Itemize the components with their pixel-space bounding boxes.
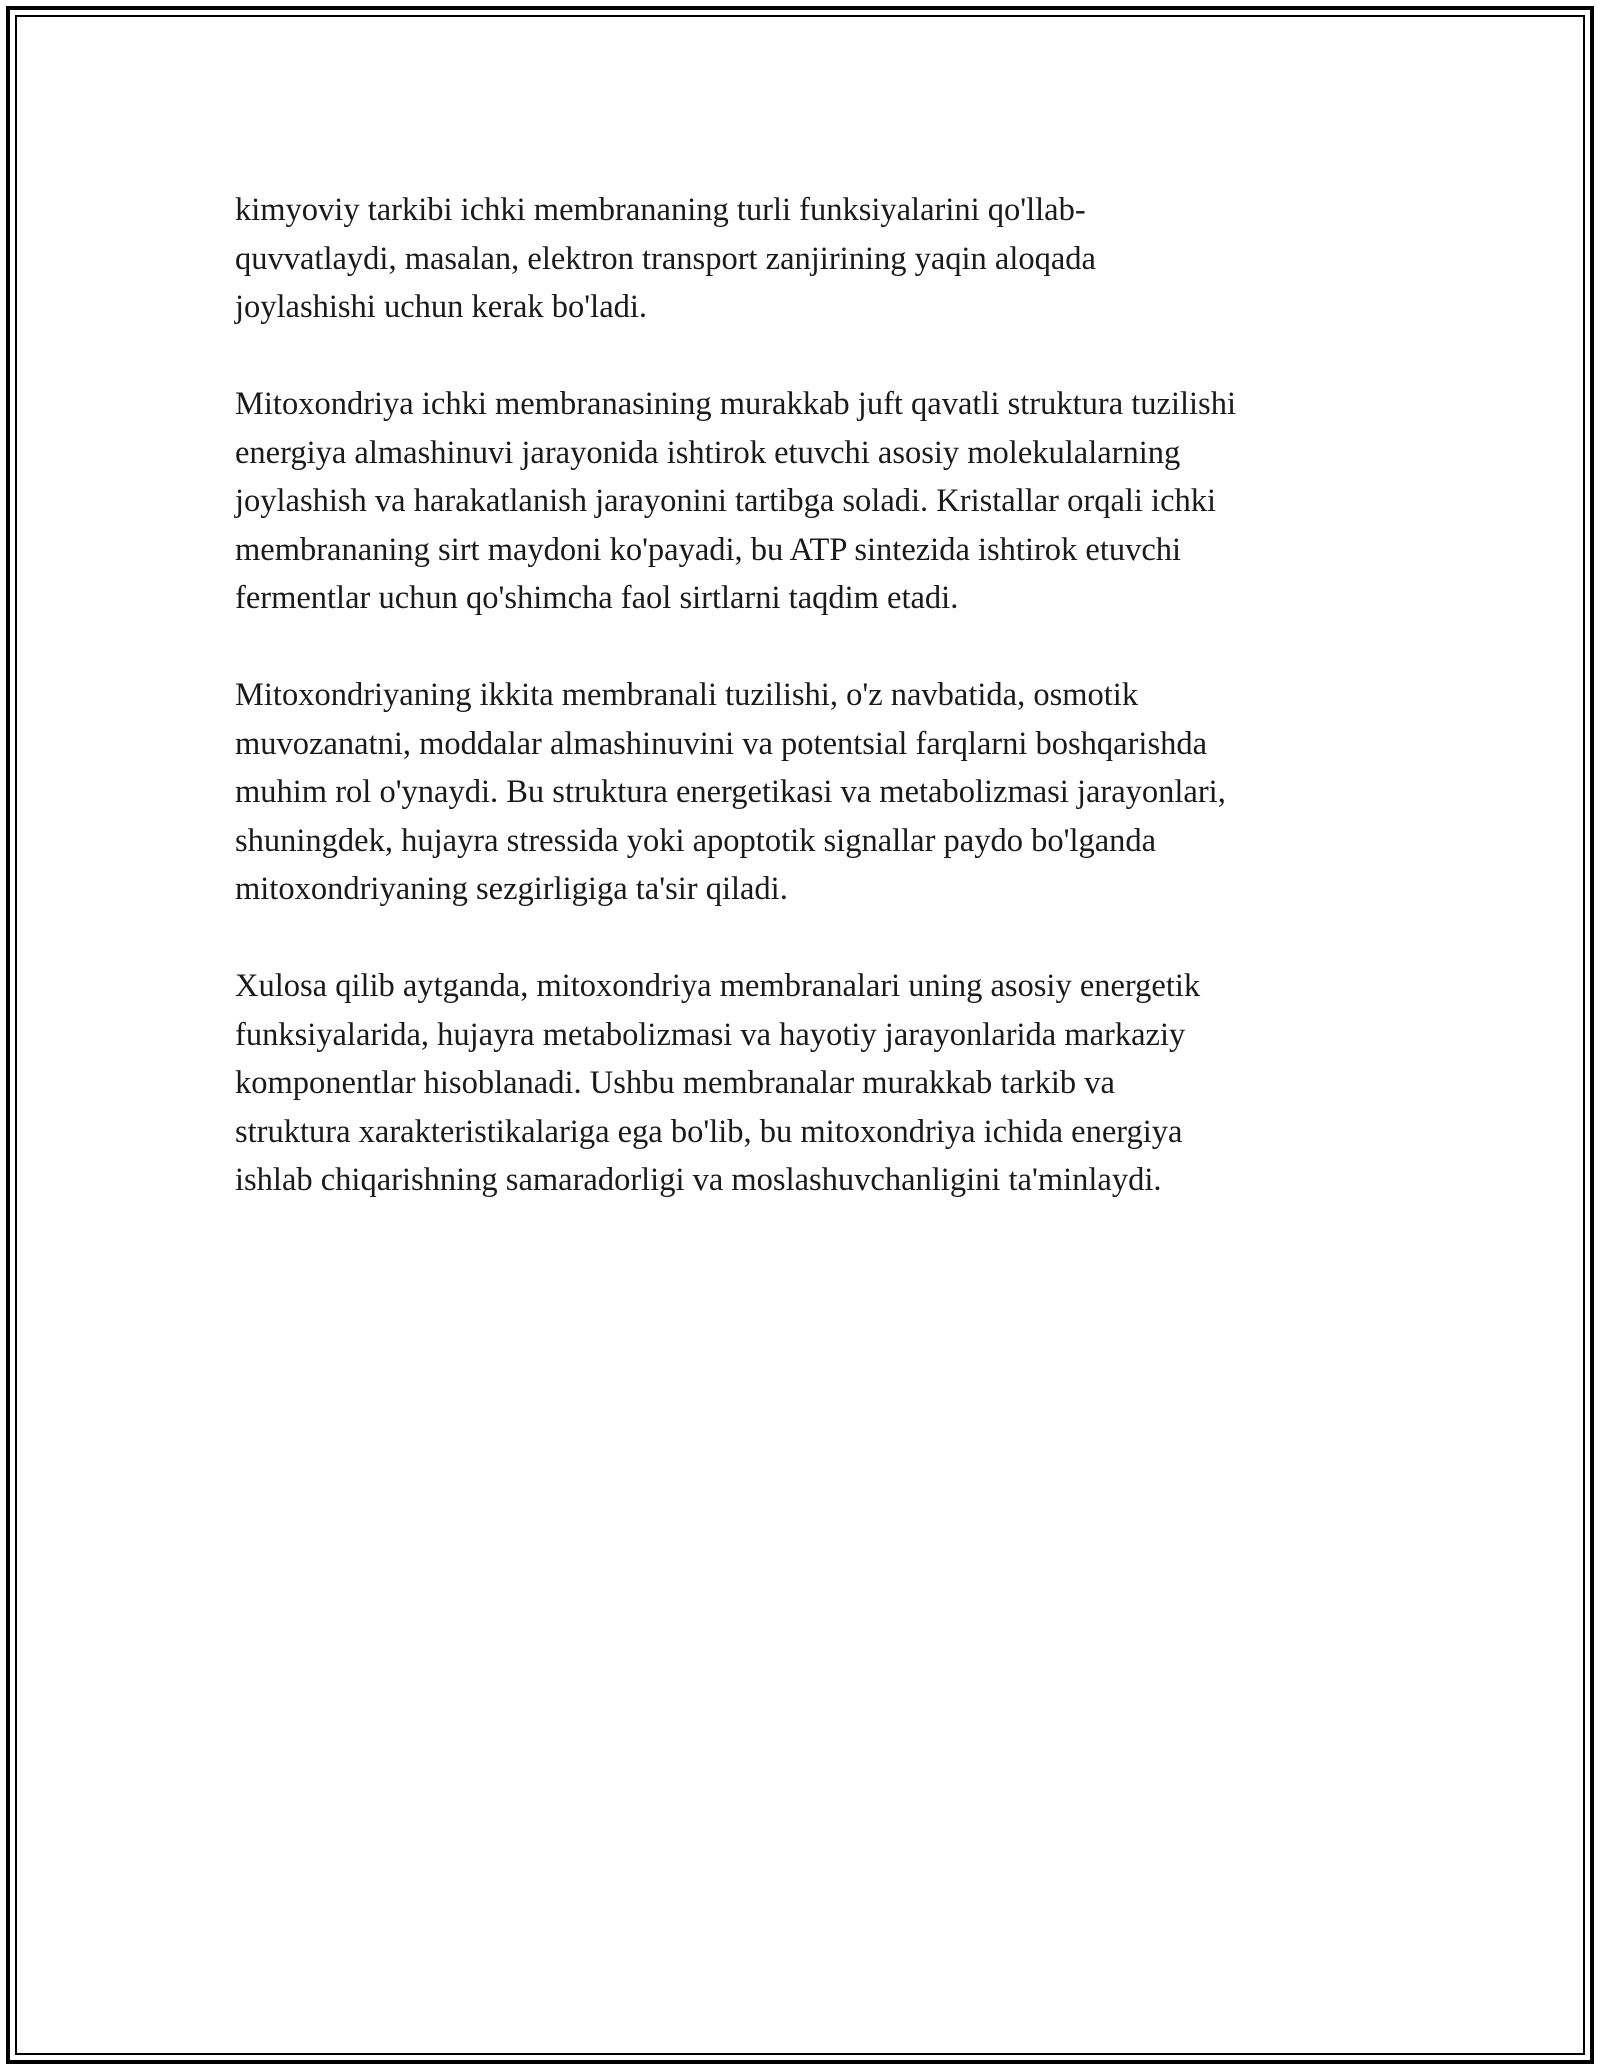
- paragraph-2: Mitoxondriya ichki membranasining murakkab juft qavatli struktura tuzilishi energiya almashinuvi jarayonida ishtirok etuvchi asosiy molekulalarning joylashish va harakatlanish jarayonini tartibga soladi. Kristallar orqali ichki membrananing sirt maydoni ko'payadi, bu ATP sintezida ishtirok etuvchi fermentlar uchun qo'shimcha faol sirtlarni taqdim etadi.: [235, 386, 1236, 616]
- paragraph-1: kimyoviy tarkibi ichki membrananing turli funksiyalarini qo'llab- quvvatlaydi, masalan, elektron transport zanjirining yaqin aloqada joylashishi uchun kerak bo'ladi.: [235, 192, 1096, 325]
- document-body: [235, 186, 1375, 1253]
- paragraph-3: Mitoxondriyaning ikkita membranali tuzilishi, o'z navbatida, osmotik muvozanatni, moddalar almashinuvini va potentsial farqlarni boshqarishda muhim rol o'ynaydi. Bu struktura energetikasi va metabolizmasi jarayonlari, shuningdek, hujayra stressida yoki apoptotik signallar paydo bo'lganda mitoxondriyaning sezgirligiga ta'sir qiladi.: [235, 677, 1226, 907]
- paragraph-4: Xulosa qilib aytganda, mitoxondriya membranalari uning asosiy energetik funksiyalarida, hujayra metabolizmasi va hayotiy jarayonlarida markaziy komponentlar hisoblanadi. Ushbu membranalar murakkab tarkib va struktura xarakteristikalariga ega bo'lib, bu mitoxondriya ichida energiya ishlab chiqarishning samaradorligi va moslashuvchanligini ta'minlaydi.: [235, 968, 1201, 1198]
